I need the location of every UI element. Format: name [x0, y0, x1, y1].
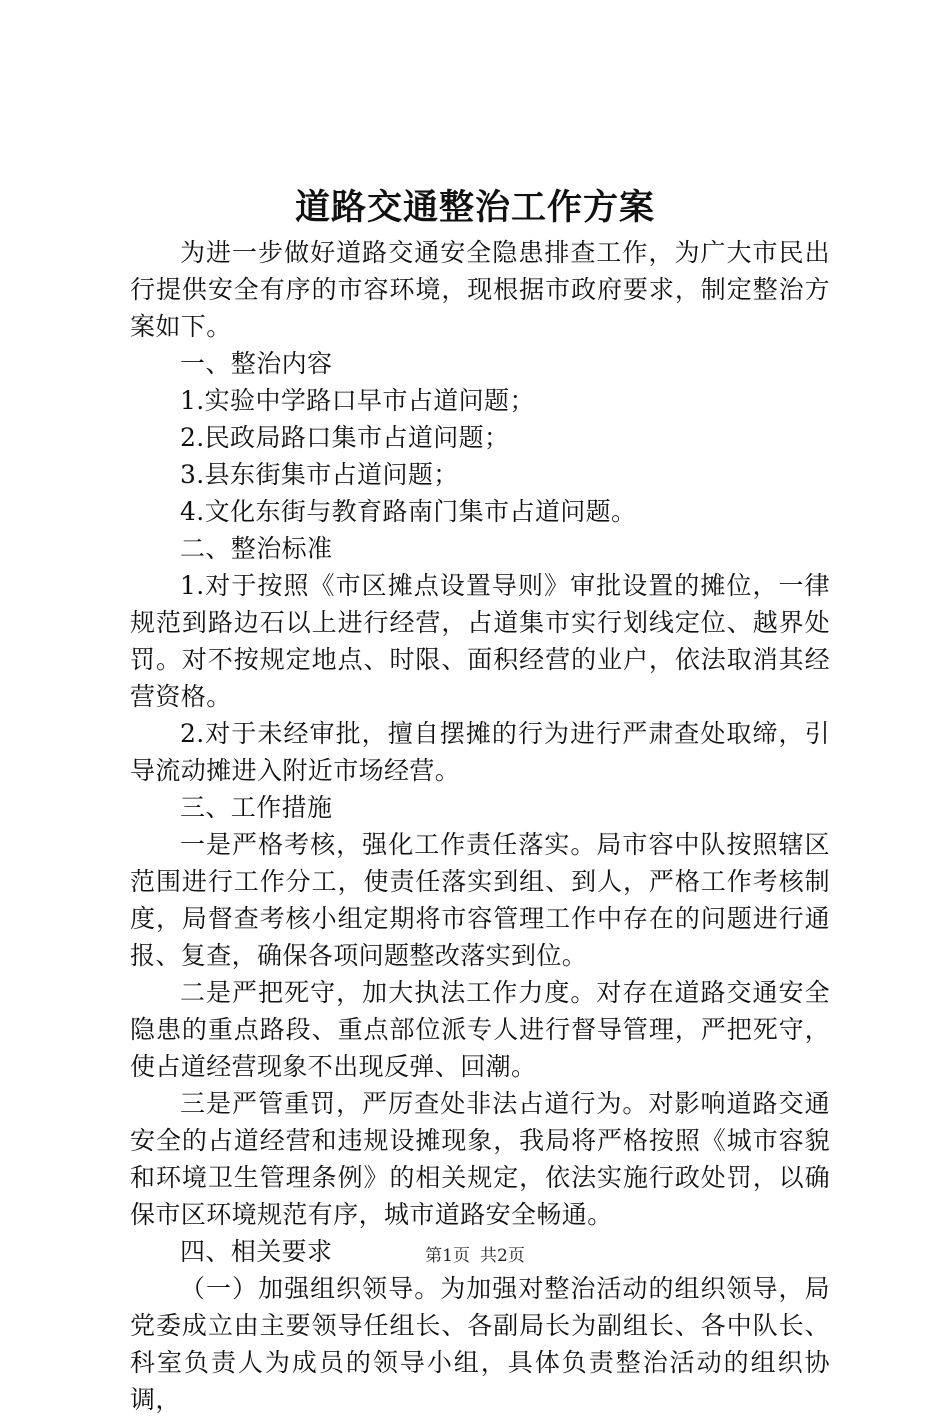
page-footer — [0, 1244, 950, 1268]
section-heading-standards: 二、整治标准 — [180, 534, 333, 563]
page-number-current: 第1页 — [425, 1246, 470, 1266]
section-heading-content: 一、整治内容 — [180, 349, 333, 378]
standards-paragraph: 1.对于按照《市区摊点设置导则》审批设置的摊位，一律规范到路边石以上进行经营，占道集市实行划线定位、越界处罚。对不按规定地点、时限、面积经营的业户，依法取消其经营资格。 — [130, 571, 830, 711]
standards-paragraph: 2.对于未经审批，擅自摆摊的行为进行严肃查处取缔，引导流动摊进入附近市场经营。 — [130, 719, 830, 785]
list-item: 2.民政局路口集市占道问题； — [180, 423, 510, 452]
section-heading-requirements: 四、相关要求 — [180, 1237, 333, 1266]
intro-paragraph: 为进一步做好道路交通安全隐患排查工作，为广大市民出行提供安全有序的市容环境，现根据市政府要求，制定整治方案如下。 — [130, 238, 830, 341]
section-heading-measures: 三、工作措施 — [180, 793, 333, 822]
requirements-paragraph: （一）加强组织领导。为加强对整治活动的组织领导，局党委成立由主要领导任组长、各副局长为副组长、各中队长、科室负责人为成员的领导小组，具体负责整治活动的组织协调， — [130, 1274, 830, 1414]
document-body — [130, 234, 830, 1418]
page-number-total: 共2页 — [480, 1246, 525, 1266]
measures-paragraph: 一是严格考核，强化工作责任落实。局市容中队按照辖区范围进行工作分工，使责任落实到组、到人，严格工作考核制度，局督查考核小组定期将市容管理工作中存在的问题进行通报、复查，确保各项问题整改落实到位。 — [130, 830, 830, 970]
measures-paragraph: 二是严把死守，加大执法工作力度。对存在道路交通安全隐患的重点路段、重点部位派专人进行督导管理，严把死守，使占道经营现象不出现反弹、回潮。 — [130, 978, 830, 1081]
measures-paragraph: 三是严管重罚，严厉查处非法占道行为。对影响道路交通安全的占道经营和违规设摊现象，我局将严格按照《城市容貌和环境卫生管理条例》的相关规定，依法实施行政处罚，以确保市区环境规范有序，城市道路安全畅通。 — [130, 1089, 830, 1229]
list-item: 3.县东街集市占道问题； — [180, 460, 459, 489]
list-item: 4.文化东街与教育路南门集市占道问题。 — [180, 497, 637, 526]
document-title: 道路交通整治工作方案 — [294, 187, 655, 228]
list-item: 1.实验中学路口早市占道问题； — [180, 386, 535, 415]
